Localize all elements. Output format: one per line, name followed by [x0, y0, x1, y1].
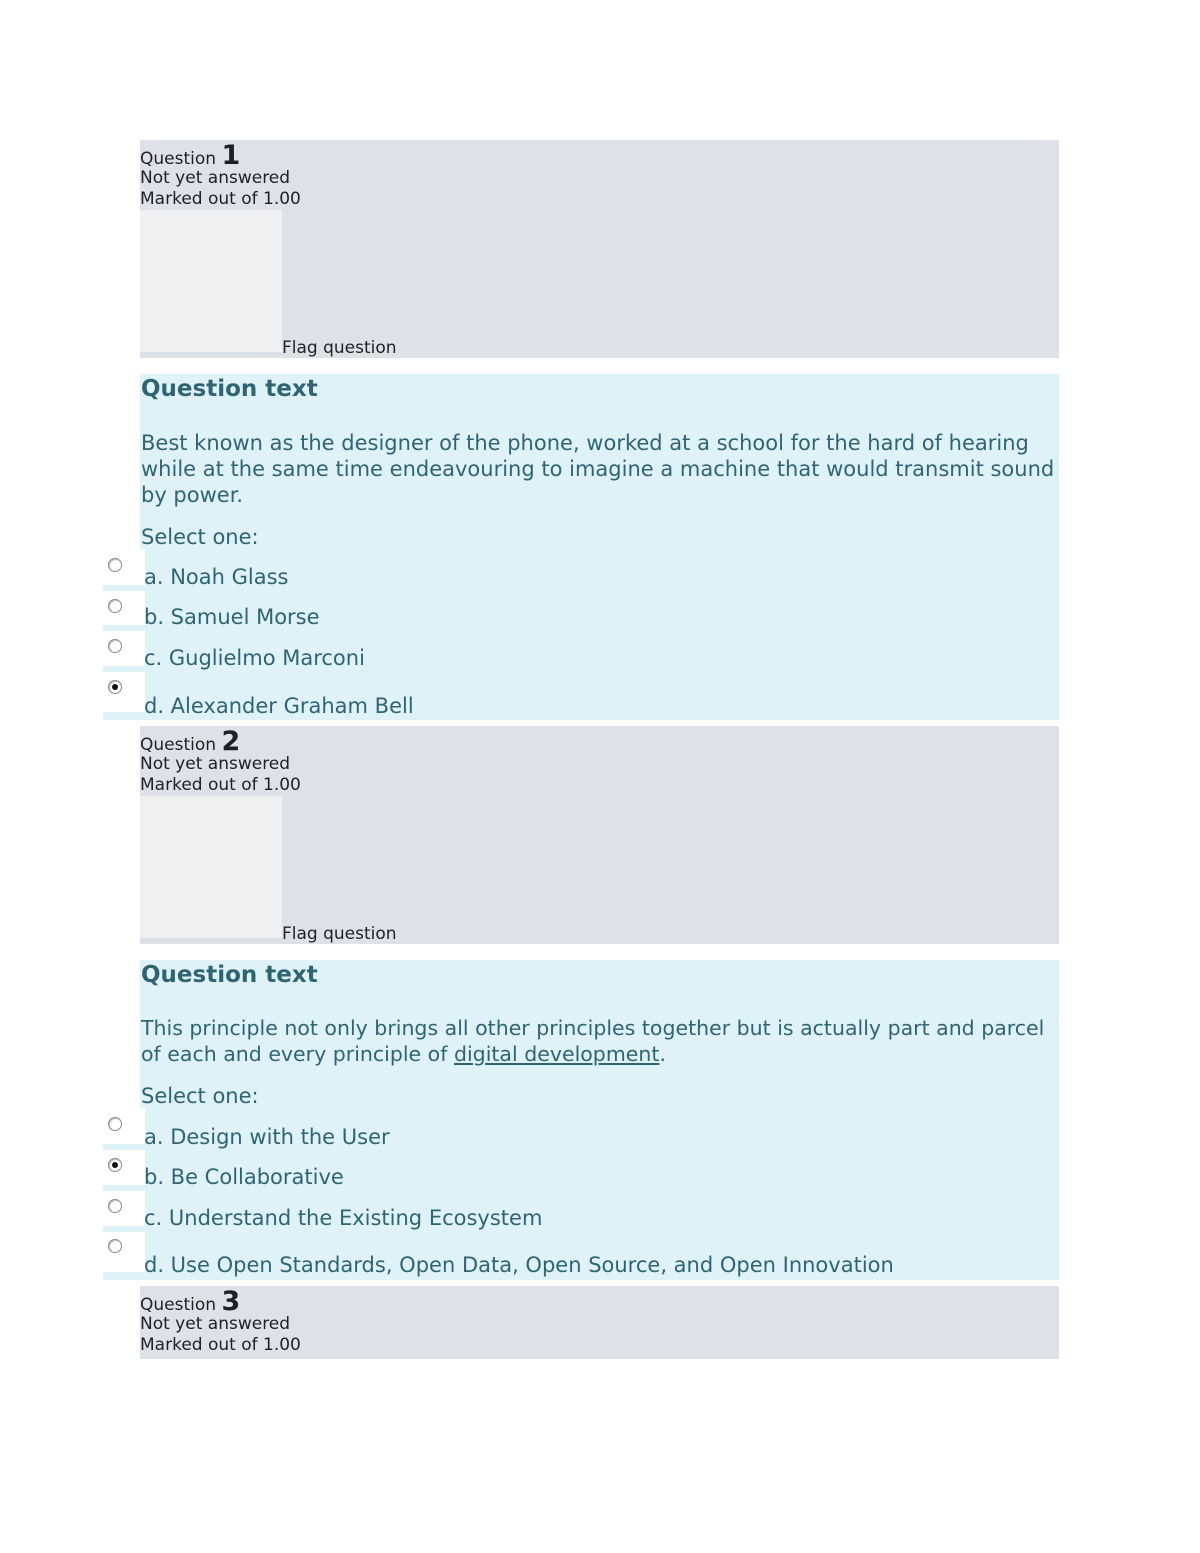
- question-label: Question: [140, 149, 217, 169]
- question-text-heading: Question text: [141, 962, 318, 988]
- question-state: Not yet answered: [140, 168, 291, 188]
- flag-question-link[interactable]: Flag question: [282, 338, 397, 358]
- option-c-label[interactable]: c. Understand the Existing Ecosystem: [144, 1206, 543, 1230]
- flag-checkbox[interactable]: [140, 796, 282, 941]
- question-number: 2: [221, 726, 241, 757]
- option-c-radio[interactable]: [108, 639, 122, 653]
- question-state: Not yet answered: [140, 754, 291, 774]
- flag-question-link[interactable]: Flag question: [282, 924, 397, 944]
- question-1-info: [140, 140, 1059, 358]
- question-text-part: This principle not only brings all other principles together but is actually part and parcel of each and every principle of: [141, 1016, 1045, 1066]
- option-b-radio-selected[interactable]: [108, 1158, 122, 1172]
- question-text: Best known as the designer of the phone, worked at a school for the hard of hearing while at the same time endeavouring to imagine a machine that would transmit sound by power.: [141, 431, 1055, 507]
- question-number: 1: [221, 140, 241, 171]
- select-one-prompt: Select one:: [141, 525, 259, 549]
- question-2-info: [140, 726, 1059, 944]
- question-number-line: [140, 1286, 1059, 1317]
- option-a-radio[interactable]: [108, 1117, 122, 1131]
- option-c-radio[interactable]: [108, 1199, 122, 1213]
- select-one-prompt: Select one:: [141, 1084, 259, 1108]
- option-b-label[interactable]: b. Samuel Morse: [144, 605, 320, 629]
- question-grade: Marked out of 1.00: [140, 775, 301, 795]
- question-3-info: [140, 1286, 1059, 1359]
- options-strip: [103, 1108, 145, 1280]
- digital-development-link[interactable]: digital development: [453, 1042, 660, 1066]
- question-number-line: [140, 726, 1059, 757]
- option-a-label[interactable]: a. Design with the User: [144, 1125, 390, 1149]
- option-a-radio[interactable]: [108, 558, 122, 572]
- option-d-label[interactable]: d. Use Open Standards, Open Data, Open Source, and Open Innovation: [144, 1253, 894, 1277]
- option-c-label[interactable]: c. Guglielmo Marconi: [144, 646, 365, 670]
- flag-checkbox[interactable]: [140, 210, 282, 355]
- question-grade: Marked out of 1.00: [140, 1335, 301, 1355]
- question-state: Not yet answered: [140, 1314, 291, 1334]
- option-d-radio[interactable]: [108, 1239, 122, 1253]
- options-strip: [103, 549, 145, 720]
- question-label: Question: [140, 735, 217, 755]
- question-text: [141, 1015, 1059, 1067]
- question-grade: Marked out of 1.00: [140, 189, 301, 209]
- question-number: 3: [221, 1286, 241, 1317]
- question-2-formulation: [140, 960, 1059, 1280]
- question-label: Question: [140, 1295, 217, 1315]
- option-b-label[interactable]: b. Be Collaborative: [144, 1165, 344, 1189]
- question-number-line: [140, 140, 1059, 171]
- option-d-radio-selected[interactable]: [108, 680, 122, 694]
- question-text-heading: Question text: [141, 376, 318, 402]
- question-text-end: .: [659, 1042, 666, 1066]
- option-b-radio[interactable]: [108, 599, 122, 613]
- option-d-label[interactable]: d. Alexander Graham Bell: [144, 694, 414, 718]
- option-a-label[interactable]: a. Noah Glass: [144, 565, 289, 589]
